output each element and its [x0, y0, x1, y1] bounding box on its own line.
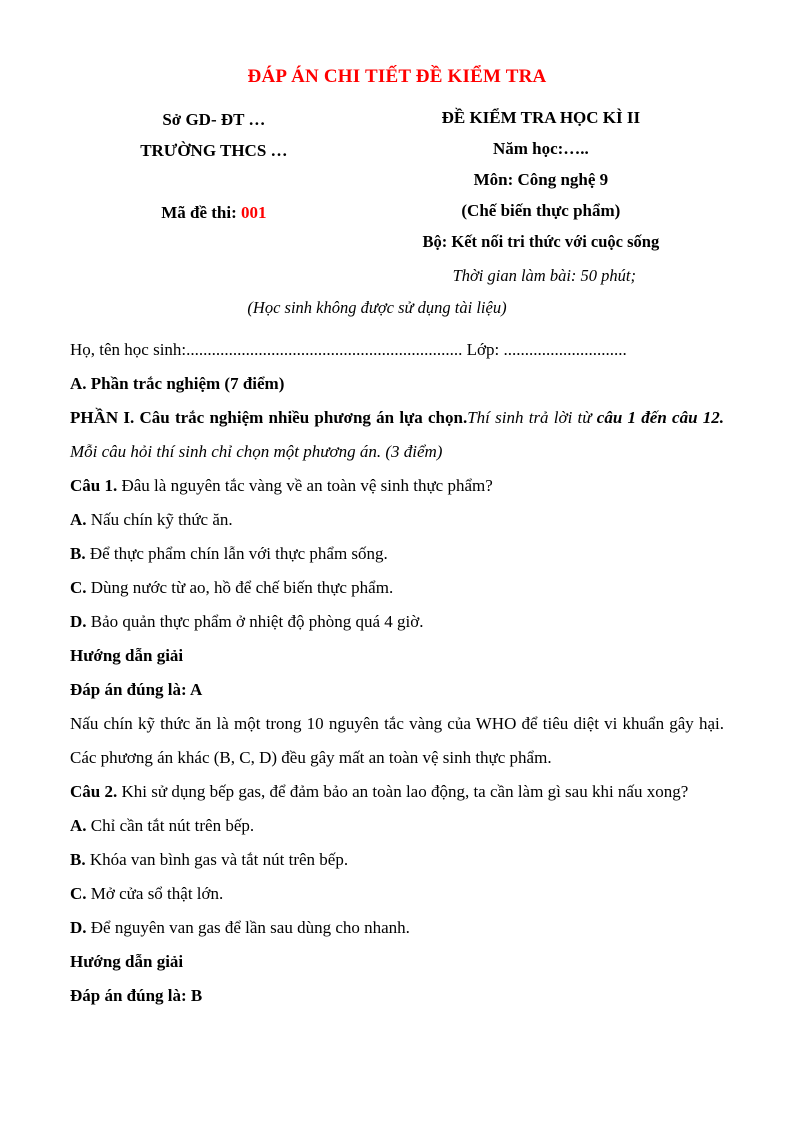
part-1-instruction-2: Mỗi câu hỏi thí sinh chỉ chọn một phương án. (3 điểm) [70, 442, 443, 461]
option-label: C. [70, 578, 87, 597]
class-label: Lớp: [466, 340, 500, 359]
option-text: Nấu chín kỹ thức ăn. [86, 510, 233, 529]
question-1-guide-label: Hướng dẫn giải [70, 646, 184, 665]
option-label: A. [70, 816, 87, 835]
question-2-option-c[interactable] [70, 877, 724, 911]
question-1-option-c[interactable] [70, 571, 724, 605]
part-1-range: câu 1 đến câu 12. [596, 408, 725, 427]
class-blank[interactable]: ............................. [503, 340, 627, 359]
option-label: B. [70, 544, 86, 563]
question-1-text: Đâu là nguyên tắc vàng về an toàn vệ sinh thực phẩm? [117, 476, 493, 495]
question-2-option-a[interactable] [70, 809, 724, 843]
question-1-option-d[interactable] [70, 605, 724, 639]
question-2-text: Khi sử dụng bếp gas, để đảm bảo an toàn lao động, ta cần làm gì sau khi nấu xong? [117, 782, 689, 801]
header-right-column [358, 102, 724, 257]
school-name: TRƯỜNG THCS … [140, 141, 288, 160]
option-label: A. [70, 510, 87, 529]
subject: Môn: Công nghệ 9 [473, 170, 609, 189]
header-left-column [70, 102, 358, 228]
option-label: B. [70, 850, 86, 869]
question-1-number: Câu 1. [70, 476, 118, 495]
question-1-answer-label: Đáp án đúng là: A [70, 680, 203, 699]
exam-code [70, 197, 358, 228]
exam-code-value: 001 [241, 203, 267, 222]
option-text: Chỉ cần tắt nút trên bếp. [86, 816, 255, 835]
question-2-option-b[interactable] [70, 843, 724, 877]
part-1-heading: PHẦN I. Câu trắc nghiệm nhiều phương án lựa chọn. [70, 408, 468, 427]
student-name-blank[interactable]: ................................................................. [186, 340, 463, 359]
student-info-line [70, 333, 724, 367]
section-part-1 [70, 401, 724, 469]
question-2-prompt [70, 775, 724, 809]
question-2-option-d[interactable] [70, 911, 724, 945]
option-text: Bảo quản thực phẩm ở nhiệt độ phòng quá 4 giờ. [86, 612, 424, 631]
exam-header [70, 102, 724, 257]
document-body [70, 333, 724, 1013]
question-2-number: Câu 2. [70, 782, 118, 801]
option-label: C. [70, 884, 87, 903]
no-materials-note: (Học sinh không được sử dụng tài liệu) [247, 298, 507, 317]
question-2-guide-label: Hướng dẫn giải [70, 952, 184, 971]
question-1-option-a[interactable] [70, 503, 724, 537]
school-year: Năm học:….. [492, 139, 589, 158]
question-1-option-b[interactable] [70, 537, 724, 571]
subject-subtitle: (Chế biến thực phẩm) [461, 201, 621, 220]
option-text: Khóa van bình gas và tắt nút trên bếp. [85, 850, 349, 869]
exam-code-label: Mã đề thi: [161, 203, 237, 222]
section-part-a: A. Phần trắc nghiệm (7 điểm) [70, 374, 285, 393]
option-label: D. [70, 918, 87, 937]
option-text: Để thực phẩm chín lẫn với thực phẩm sống. [85, 544, 388, 563]
question-1-prompt [70, 469, 724, 503]
exam-title: ĐỀ KIỂM TRA HỌC KÌ II [441, 108, 641, 127]
book-series: Bộ: Kết nối tri thức với cuộc sống [422, 232, 660, 251]
question-2-answer-label: Đáp án đúng là: B [70, 986, 203, 1005]
question-1-explanation: Nấu chín kỹ thức ăn là một trong 10 nguyên tắc vàng của WHO để tiêu diệt vi khuẩn gây hại. Các phương án khác (B, C, D) đều gây mất an toàn vệ sinh thực phẩm. [70, 714, 724, 767]
option-text: Dùng nước từ ao, hồ để chế biến thực phẩm. [86, 578, 394, 597]
department-name: Sở GD- ĐT … [162, 110, 266, 129]
document-title: ĐÁP ÁN CHI TIẾT ĐỀ KIỂM TRA [247, 66, 547, 87]
option-text: Để nguyên van gas để lần sau dùng cho nhanh. [86, 918, 410, 937]
option-text: Mở cửa sổ thật lớn. [86, 884, 224, 903]
student-name-label: Họ, tên học sinh: [70, 340, 187, 359]
exam-duration: Thời gian làm bài: 50 phút; [452, 266, 636, 285]
option-label: D. [70, 612, 87, 631]
part-1-instruction-1: Thí sinh trả lời từ [467, 408, 597, 427]
